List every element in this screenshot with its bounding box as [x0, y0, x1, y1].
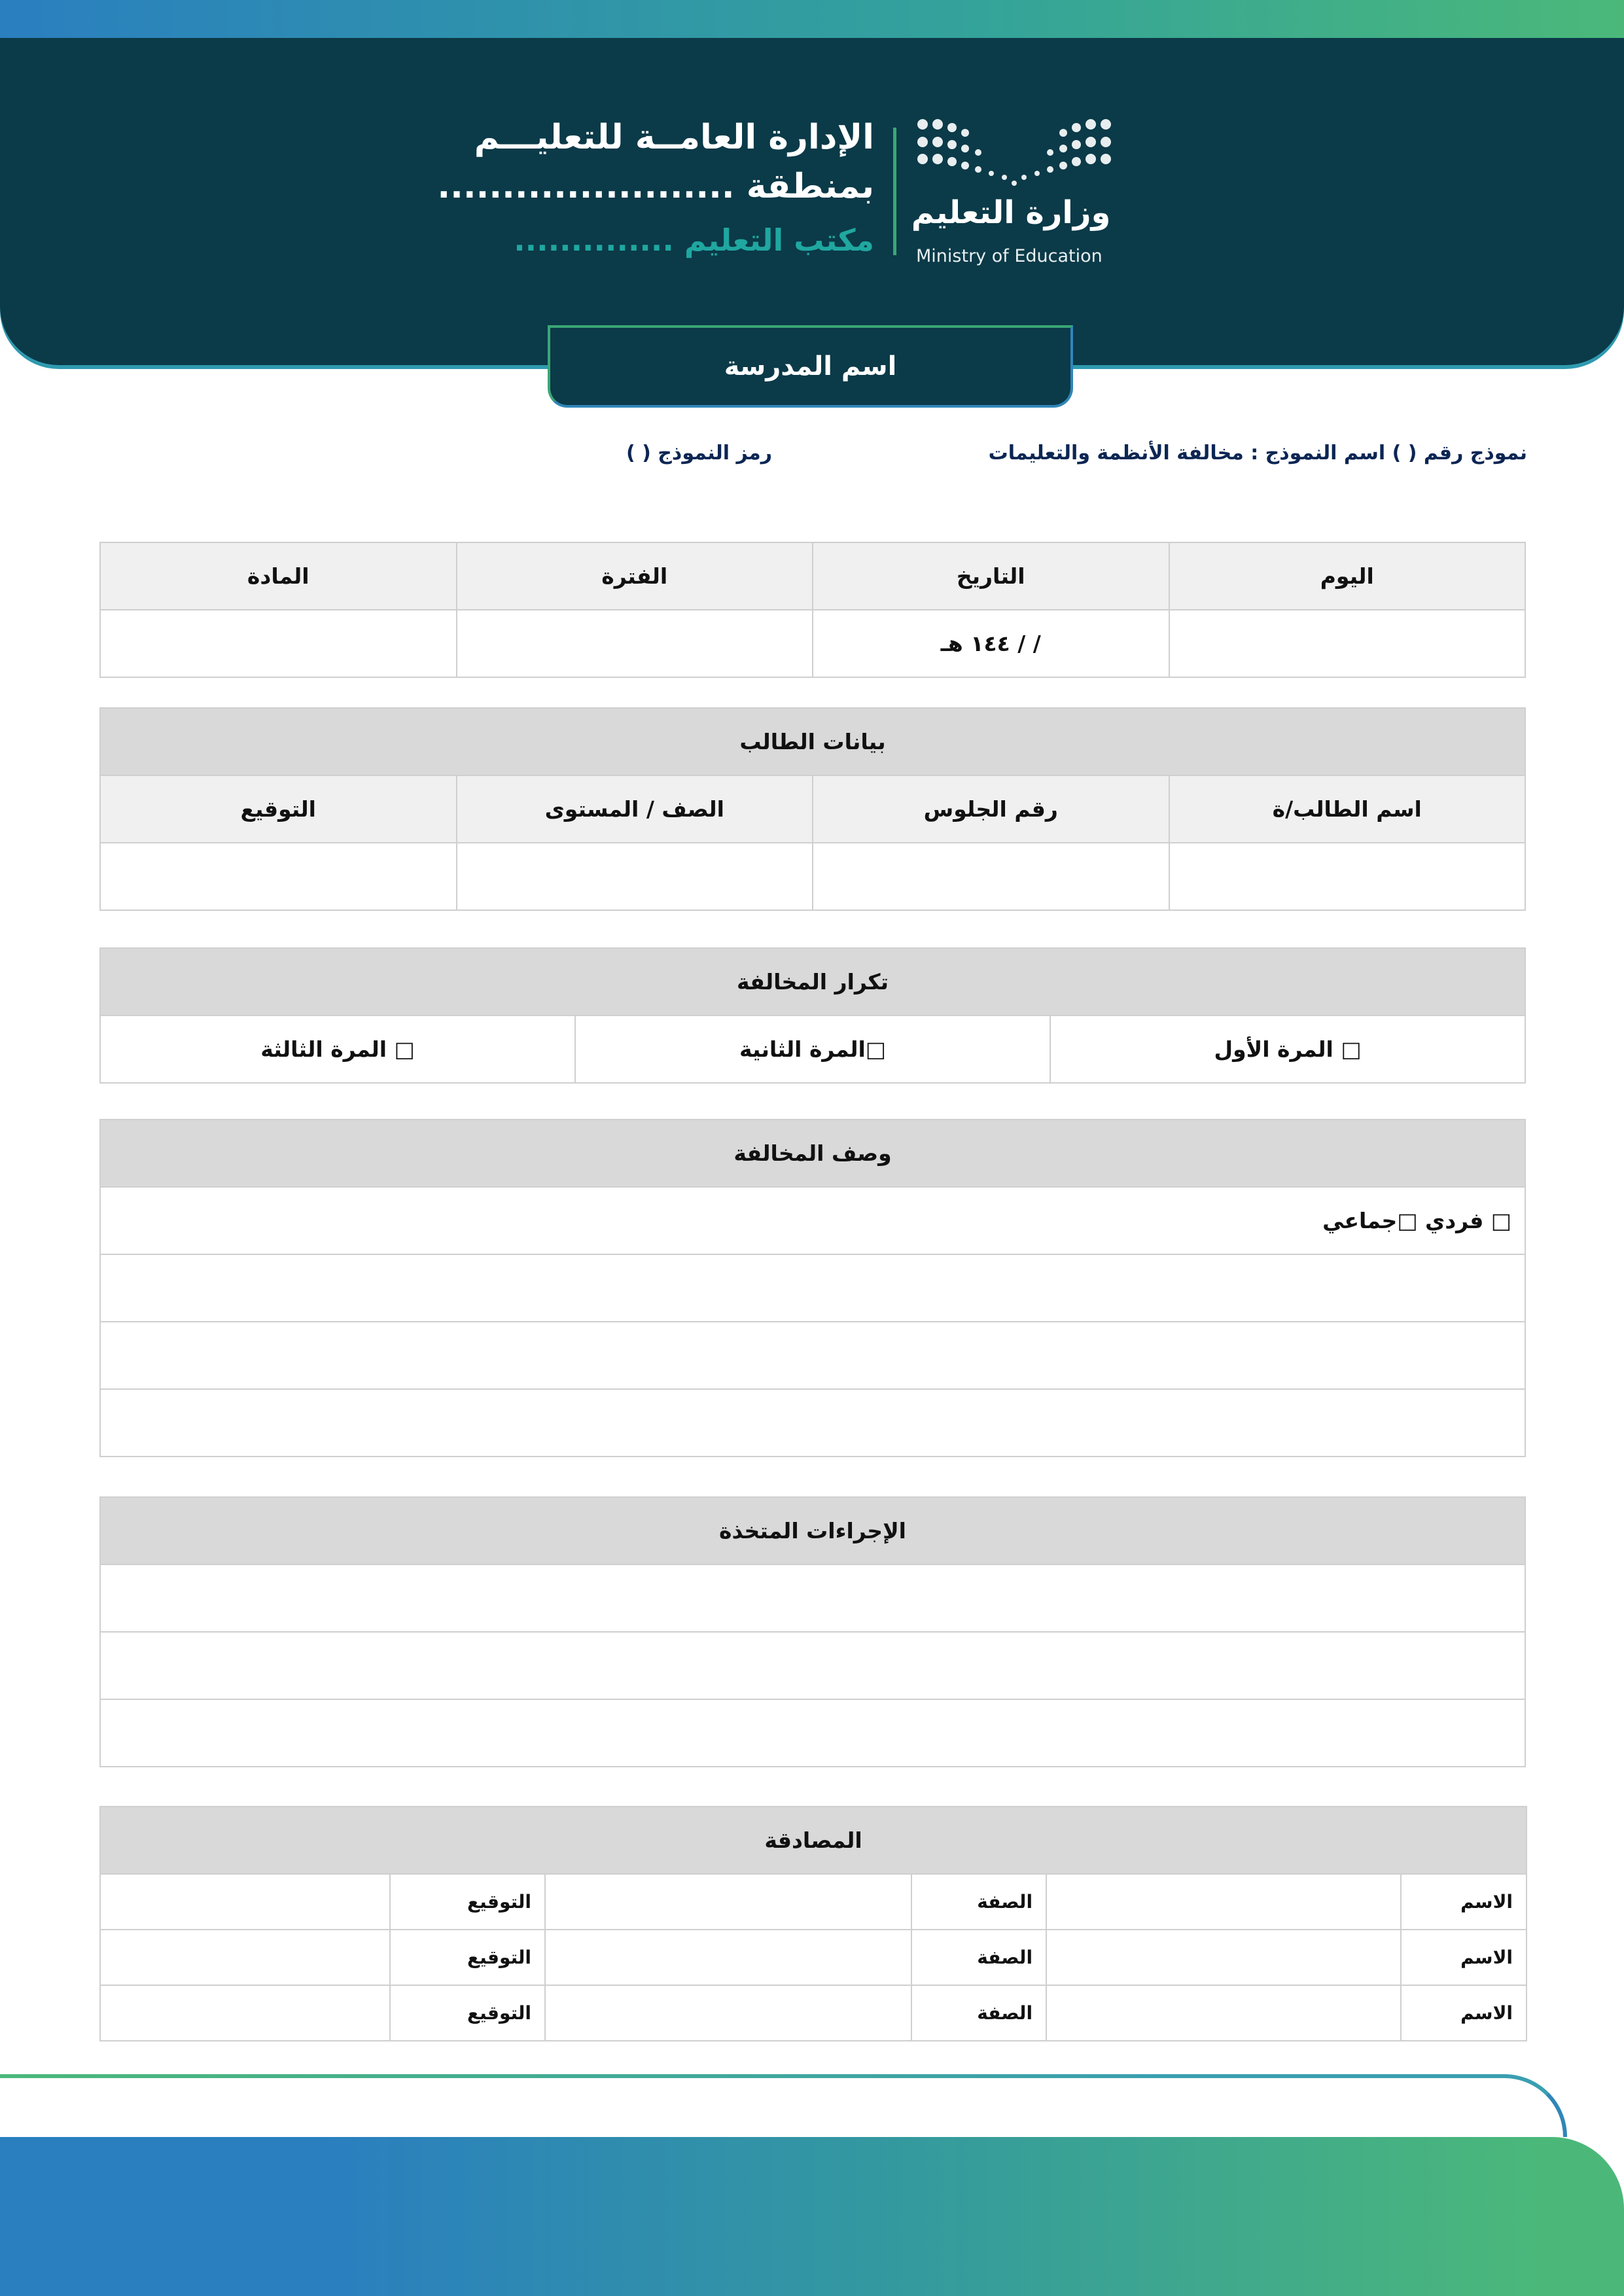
third-time-checkbox[interactable]: □ المرة الثالثة: [100, 1016, 575, 1083]
top-gradient-bar: [0, 0, 1624, 41]
actions-section-title: الإجراءات المتخذة: [100, 1497, 1525, 1564]
day-field[interactable]: [1169, 610, 1526, 677]
header-date: التاريخ: [813, 542, 1169, 610]
approval-table: [99, 1806, 1527, 2041]
office-line: مكتب التعليم ..............: [514, 222, 874, 258]
header-day: اليوم: [1169, 542, 1526, 610]
name-label: الاسم: [1401, 1930, 1527, 1985]
description-line[interactable]: [100, 1322, 1525, 1389]
header-grade: الصف / المستوى: [457, 775, 813, 843]
second-time-checkbox[interactable]: □المرة الثانية: [575, 1016, 1050, 1083]
role-field[interactable]: [545, 1874, 911, 1930]
role-label: الصفة: [911, 1874, 1046, 1930]
actions-table: [99, 1496, 1526, 1767]
header-signature: التوقيع: [100, 775, 457, 843]
footer-divider-line: [0, 2074, 1567, 2137]
name-field[interactable]: [1046, 1985, 1401, 2041]
form-code-label: رمز النموذج ( ): [626, 442, 772, 465]
signature-label: التوقيع: [390, 1930, 545, 1985]
subject-field[interactable]: [100, 610, 457, 677]
student-signature-field[interactable]: [100, 843, 457, 910]
approval-section-title: المصادقة: [100, 1807, 1527, 1874]
ministry-logo: [913, 115, 1116, 268]
role-label: الصفة: [911, 1930, 1046, 1985]
school-name-tab: اسم المدرسة: [548, 325, 1073, 408]
period-field[interactable]: [457, 610, 813, 677]
approval-row: [100, 1874, 1527, 1930]
violation-type-options[interactable]: □ فردي □جماعي: [100, 1187, 1525, 1254]
header-student-name: اسم الطالب/ة: [1169, 775, 1526, 843]
signature-field[interactable]: [100, 1930, 390, 1985]
role-label: الصفة: [911, 1985, 1046, 2041]
description-section-title: وصف المخالفة: [100, 1120, 1525, 1187]
logo-dots-icon: [917, 119, 1111, 186]
region-line: بمنطقة .......................: [437, 167, 874, 206]
approval-row: [100, 1985, 1527, 2041]
signature-field[interactable]: [100, 1874, 390, 1930]
signature-label: التوقيع: [390, 1874, 545, 1930]
action-line[interactable]: [100, 1699, 1525, 1767]
approval-row: [100, 1930, 1527, 1985]
grade-field[interactable]: [457, 843, 813, 910]
description-table: [99, 1119, 1526, 1457]
logo-arabic-text: وزارة التعليم: [911, 194, 1111, 231]
repeat-table: [99, 947, 1526, 1084]
directorate-title: الإدارة العامــة للتعليـــم: [474, 118, 874, 157]
repeat-section-title: تكرار المخالفة: [100, 948, 1525, 1016]
name-field[interactable]: [1046, 1874, 1401, 1930]
first-time-checkbox[interactable]: □ المرة الأول: [1050, 1016, 1525, 1083]
footer-gradient-bar: [0, 2137, 1624, 2296]
header-subject: المادة: [100, 542, 457, 610]
seat-number-field[interactable]: [813, 843, 1169, 910]
name-label: الاسم: [1401, 1985, 1527, 2041]
name-field[interactable]: [1046, 1930, 1401, 1985]
date-table: [99, 542, 1526, 678]
form-number-label: نموذج رقم ( ) اسم النموذج : مخالفة الأنظمة والتعليمات: [988, 442, 1527, 465]
signature-field[interactable]: [100, 1985, 390, 2041]
logo-divider: [893, 128, 896, 255]
svg-text:Ministry of Education: Ministry of Education: [916, 246, 1103, 266]
action-line[interactable]: [100, 1564, 1525, 1632]
student-name-field[interactable]: [1169, 843, 1526, 910]
description-line[interactable]: [100, 1254, 1525, 1322]
name-label: الاسم: [1401, 1874, 1527, 1930]
student-data-table: [99, 707, 1526, 911]
description-line[interactable]: [100, 1389, 1525, 1457]
header-seat-number: رقم الجلوس: [813, 775, 1169, 843]
date-field[interactable]: / / ١٤٤ هـ: [813, 610, 1169, 677]
action-line[interactable]: [100, 1632, 1525, 1699]
header-period: الفترة: [457, 542, 813, 610]
role-field[interactable]: [545, 1985, 911, 2041]
role-field[interactable]: [545, 1930, 911, 1985]
student-section-title: بيانات الطالب: [100, 708, 1525, 775]
signature-label: التوقيع: [390, 1985, 545, 2041]
